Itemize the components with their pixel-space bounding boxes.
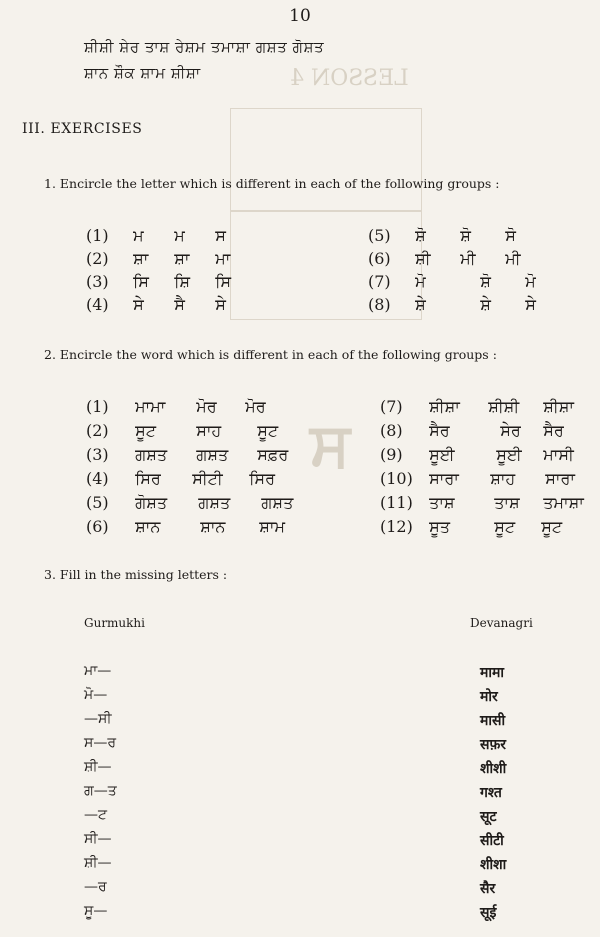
- group-letter: ਮੋ: [525, 272, 536, 291]
- group-word: ਗਸ਼ਤ: [198, 493, 231, 512]
- group-letter: ਸ਼ੋ: [460, 226, 471, 245]
- group-number: (7): [380, 397, 403, 416]
- group-word: ਸ਼ਾਮ: [259, 517, 286, 536]
- devanagri-word: सीटी: [480, 833, 504, 849]
- group-word: ਸਾਰਾ: [429, 469, 459, 488]
- group-number: (9): [380, 445, 403, 464]
- gurmukhi-column-header: Gurmukhi: [84, 616, 145, 630]
- group-word: ਸ਼ਾਨ: [135, 517, 161, 536]
- exercise-1-group: [86, 295, 226, 315]
- gurmukhi-blank: ਗ—ਤ: [84, 783, 117, 799]
- group-letter: ਸ਼ਾ: [133, 249, 149, 268]
- gurmukhi-blank: —ਟ: [84, 807, 107, 823]
- exercise-1-group: [368, 272, 536, 292]
- group-letter: ਸ: [215, 226, 226, 245]
- exercise-2-group: [380, 517, 562, 537]
- group-letter: ਸੇ: [525, 295, 536, 314]
- group-word: ਤਮਾਸ਼ਾ: [543, 493, 584, 512]
- exercise-2-group: [86, 493, 293, 513]
- exercise-2-group: [86, 469, 275, 489]
- group-letter: ਸ਼ੇ: [480, 295, 491, 314]
- group-word: ਸੂਤ: [429, 517, 450, 536]
- group-word: ਮਾਸੀ: [543, 445, 574, 464]
- exercise-1-group: [86, 249, 230, 269]
- devanagri-word: शीशा: [480, 857, 507, 873]
- group-letter: ਸੇ: [215, 295, 226, 314]
- reading-words-line-2: ਸ਼ਾਨ ਸ਼ੌਕ ਸ਼ਾਮ ਸ਼ੀਸ਼ਾ: [84, 64, 201, 82]
- group-letter: ਸਿ: [133, 272, 149, 291]
- gurmukhi-blank: ਸ—ਰ: [84, 735, 117, 751]
- devanagri-word: गश्त: [480, 785, 502, 801]
- group-letter: ਸੇ: [133, 295, 144, 314]
- group-number: (10): [380, 469, 413, 488]
- show-through-mark: ਸ: [310, 410, 350, 480]
- group-number: (2): [86, 249, 109, 268]
- devanagri-word: सूट: [480, 809, 497, 825]
- page-number: 10: [289, 6, 311, 26]
- group-word: ਮੋਰ: [245, 397, 266, 416]
- exercise-1-instruction: 1. Encircle the letter which is different in each of the following groups :: [44, 176, 500, 191]
- gurmukhi-blank: ਮੋ—: [84, 687, 108, 703]
- group-number: (8): [368, 295, 391, 314]
- group-word: ਸੈਰ: [429, 421, 450, 440]
- exercise-2-group: [380, 421, 564, 441]
- group-letter: ਸਿ: [215, 272, 232, 291]
- group-word: ਗਸ਼ਤ: [261, 493, 294, 512]
- group-word: ਤਾਸ਼: [429, 493, 455, 512]
- group-word: ਸ਼ੀਸ਼ਾ: [543, 397, 574, 416]
- group-word: ਗਸ਼ਤ: [135, 445, 168, 464]
- group-letter: ਮ: [174, 226, 185, 245]
- exercise-1-group: [368, 295, 536, 315]
- section-title: III. EXERCISES: [22, 121, 143, 137]
- gurmukhi-blank: ਸੂ—: [84, 903, 108, 919]
- group-letter: ਸ਼ੇ: [415, 295, 426, 314]
- exercise-2-group: [380, 493, 584, 513]
- group-number: (11): [380, 493, 413, 512]
- group-number: (12): [380, 517, 413, 536]
- gurmukhi-blank: —ਰ: [84, 879, 107, 895]
- group-word: ਸ਼ਾਨ: [200, 517, 226, 536]
- group-word: ਸਫ਼ਰ: [257, 445, 289, 464]
- exercise-2-group: [380, 397, 574, 417]
- group-letter: ਮ: [133, 226, 144, 245]
- exercise-2-group: [380, 469, 575, 489]
- group-word: ਸਿਰ: [249, 469, 276, 488]
- group-word: ਸਾਹ: [196, 421, 222, 440]
- devanagri-word: सूई: [480, 905, 497, 921]
- exercise-1-group: [86, 226, 226, 246]
- group-letter: ਸ਼ੀ: [415, 249, 431, 268]
- group-letter: ਸੋ: [505, 226, 516, 245]
- exercise-2-group: [380, 445, 574, 465]
- group-letter: ਮੀ: [460, 249, 476, 268]
- devanagri-word: मामा: [480, 665, 504, 681]
- group-word: ਗੋਸ਼ਤ: [135, 493, 168, 512]
- group-word: ਸੂਟ: [541, 517, 563, 536]
- group-letter: ਮਾ: [215, 249, 231, 268]
- group-letter: ਸ਼ਿ: [174, 272, 190, 291]
- exercise-2-instruction: 2. Encircle the word which is different in each of the following groups :: [44, 347, 497, 362]
- gurmukhi-blank: —ਸੀ: [84, 711, 112, 727]
- group-letter: ਮੀ: [505, 249, 521, 268]
- group-word: ਸੇਰ: [500, 421, 521, 440]
- group-word: ਸੂਈ: [429, 445, 455, 464]
- group-word: ਗਸ਼ਤ: [196, 445, 229, 464]
- group-letter: ਸੈ: [174, 295, 185, 314]
- group-word: ਸੂਈ: [496, 445, 522, 464]
- group-word: ਮੋਰ: [196, 397, 217, 416]
- group-word: ਸੂਟ: [135, 421, 157, 440]
- group-number: (2): [86, 421, 109, 440]
- group-word: ਸਾਰਾ: [545, 469, 576, 488]
- group-number: (5): [368, 226, 391, 245]
- exercise-3-instruction: 3. Fill in the missing letters :: [44, 567, 228, 582]
- gurmukhi-blank: ਸ਼ੀ—: [84, 855, 112, 871]
- devanagri-word: सफ़र: [480, 737, 506, 753]
- show-through-box-divider: [230, 210, 422, 212]
- group-number: (8): [380, 421, 403, 440]
- exercise-1-group: [368, 249, 521, 269]
- reading-words-line-1: ਸ਼ੀਸ਼ੀ ਸ਼ੇਰ ਤਾਸ਼ ਰੇਸ਼ਮ ਤਮਾਸ਼ਾ ਗਸ਼ਤ ਗੋਸ਼ਤ: [84, 38, 325, 56]
- group-letter: ਸ਼ੋ: [415, 226, 426, 245]
- group-number: (5): [86, 493, 109, 512]
- group-word: ਸੂਟ: [494, 517, 516, 536]
- devanagri-word: मोर: [480, 689, 498, 705]
- gurmukhi-blank: ਸੀ—: [84, 831, 112, 847]
- group-number: (6): [86, 517, 109, 536]
- group-number: (6): [368, 249, 391, 268]
- exercise-1-group: [86, 272, 231, 292]
- group-word: ਸ਼ੀਸ਼ਾ: [429, 397, 460, 416]
- group-word: ਮਾਮਾ: [135, 397, 166, 416]
- group-word: ਸ਼ਾਹ: [490, 469, 516, 488]
- gurmukhi-blank: ਮਾ—: [84, 663, 112, 679]
- group-number: (3): [86, 272, 109, 291]
- group-number: (3): [86, 445, 109, 464]
- group-letter: ਸ਼ਾ: [174, 249, 190, 268]
- show-through-lesson: LESSON 4: [290, 66, 409, 91]
- gurmukhi-blank: ਸ਼ੀ—: [84, 759, 112, 775]
- devanagri-word: सैर: [480, 881, 496, 897]
- exercise-2-group: [86, 397, 266, 417]
- group-number: (1): [86, 226, 109, 245]
- exercise-1-group: [368, 226, 516, 246]
- exercise-2-group: [86, 445, 288, 465]
- group-word: ਸੂਟ: [257, 421, 279, 440]
- exercise-2-group: [86, 517, 285, 537]
- group-number: (1): [86, 397, 109, 416]
- group-word: ਸੀਟੀ: [192, 469, 223, 488]
- devanagri-word: मासी: [480, 713, 506, 729]
- devanagri-word: शीशी: [480, 761, 507, 777]
- group-number: (4): [86, 295, 109, 314]
- group-word: ਤਾਸ਼: [494, 493, 520, 512]
- group-letter: ਮੋ: [415, 272, 426, 291]
- group-number: (4): [86, 469, 109, 488]
- group-number: (7): [368, 272, 391, 291]
- group-word: ਸ਼ੀਸ਼ੀ: [488, 397, 520, 416]
- group-word: ਸੈਰ: [543, 421, 564, 440]
- devanagri-column-header: Devanagri: [470, 616, 533, 630]
- group-word: ਸਿਰ: [135, 469, 161, 488]
- group-letter: ਸ਼ੋ: [480, 272, 491, 291]
- exercise-2-group: [86, 421, 278, 441]
